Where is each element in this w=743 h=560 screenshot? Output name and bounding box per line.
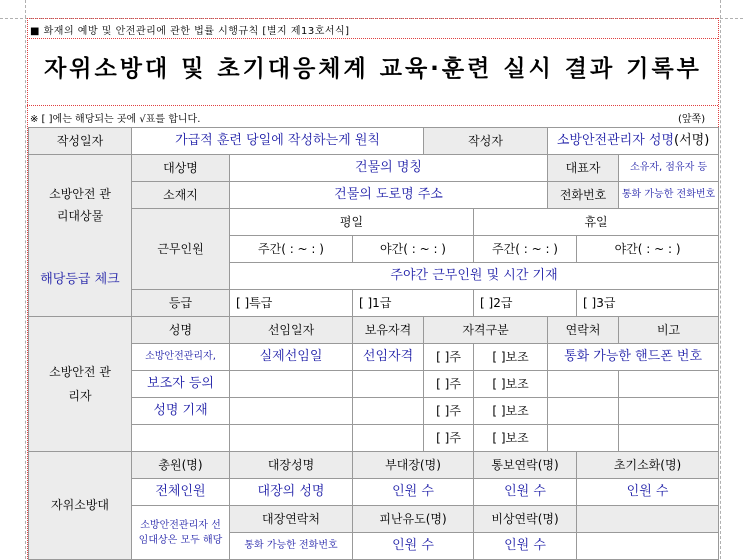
holiday-label: 휴일 <box>474 209 719 236</box>
rep-label: 대표자 <box>548 155 619 182</box>
contact-cell[interactable] <box>548 398 619 425</box>
manager-row-4 <box>29 425 719 452</box>
emer-value[interactable]: 인원 수 <box>474 533 577 560</box>
appoint-date-cell[interactable] <box>230 425 353 452</box>
col-remarks: 비고 <box>619 317 719 344</box>
grade-2-checkbox[interactable]: [ ]2급 <box>474 290 577 317</box>
sub-checkbox[interactable]: [ ]보조 <box>474 398 548 425</box>
form-reference: ■ 화재의 예방 및 안전관리에 관한 법률 시행규칙 [별지 제13호서식] <box>30 26 350 37</box>
main-checkbox[interactable]: [ ]주 <box>424 344 474 371</box>
weekday-label: 평일 <box>230 209 474 236</box>
vice-value[interactable]: 인원 수 <box>353 479 474 506</box>
main-checkbox[interactable]: [ ]주 <box>424 371 474 398</box>
sub-checkbox[interactable]: [ ]보조 <box>474 425 548 452</box>
checkbox-note: ※ [ ]에는 해당되는 곳에 √표를 합니다. <box>30 114 201 125</box>
leader-contact-value[interactable]: 통화 가능한 전화번호 <box>230 533 353 560</box>
remarks-cell[interactable] <box>619 371 719 398</box>
weekday-night-slot[interactable]: 야간( : ~ : ) <box>353 236 474 263</box>
header-row <box>29 128 719 155</box>
appoint-date-cell[interactable] <box>230 371 353 398</box>
cert-note[interactable]: 선임자격 <box>353 344 424 371</box>
sub-checkbox[interactable]: [ ]보조 <box>474 344 548 371</box>
main-checkbox[interactable]: [ ]주 <box>424 398 474 425</box>
manager-section-label <box>29 317 132 452</box>
comm-value[interactable]: 인원 수 <box>474 479 577 506</box>
comm-label: 통보연락(명) <box>474 452 577 479</box>
write-date-value[interactable]: 가급적 훈련 당일에 작성하는게 원칙 <box>132 128 424 155</box>
grade-check-note: 해당등급 체크 <box>40 272 120 288</box>
total-note: 소방안전관리자 선임대상은 모두 해당 <box>132 506 230 560</box>
manager-name-note-3[interactable]: 성명 기재 <box>132 398 230 425</box>
remarks-cell[interactable] <box>619 398 719 425</box>
note-margin-top <box>27 105 718 106</box>
blank-value-cell[interactable] <box>577 533 719 560</box>
weekday-header-row <box>29 209 719 236</box>
target-section-label <box>29 155 132 317</box>
target-name-value[interactable]: 건물의 명칭 <box>230 155 548 182</box>
target-section-text: 소방안전 관리대상물 <box>49 186 111 224</box>
brigade-header-row <box>29 452 719 479</box>
addr-label: 소재지 <box>132 182 230 209</box>
contact-cell[interactable] <box>548 371 619 398</box>
weekday-day-slot[interactable]: 주간( : ~ : ) <box>230 236 353 263</box>
manager-header-row <box>29 317 719 344</box>
manager-name-cell[interactable] <box>132 425 230 452</box>
evac-value[interactable]: 인원 수 <box>353 533 474 560</box>
total-value[interactable]: 전체인원 <box>132 479 230 506</box>
write-date-label: 작성일자 <box>29 128 132 155</box>
staff-label: 근무인원 <box>132 209 230 290</box>
header-margin-bottom <box>27 38 718 39</box>
page-guide-right <box>720 0 721 559</box>
main-checkbox[interactable]: [ ]주 <box>424 425 474 452</box>
writer-label: 작성자 <box>424 128 548 155</box>
contact-note[interactable]: 통화 가능한 핸드폰 번호 <box>548 344 719 371</box>
grade-1-checkbox[interactable]: [ ]1급 <box>353 290 474 317</box>
vice-label: 부대장(명) <box>353 452 474 479</box>
total-label: 총원(명) <box>132 452 230 479</box>
writer-sign: (서명) <box>674 132 710 148</box>
ext-value[interactable]: 인원 수 <box>577 479 719 506</box>
writer-value: 소방안전관리자 성명 <box>556 132 674 148</box>
manager-row-2 <box>29 371 719 398</box>
manager-section-text: 소방안전 관리자 <box>49 365 111 403</box>
manager-name-note-1[interactable]: 소방안전관리자, <box>132 344 230 371</box>
writer-cell[interactable] <box>548 128 719 155</box>
appoint-date-note[interactable]: 실제선임일 <box>230 344 353 371</box>
grade-row <box>29 290 719 317</box>
phone-label: 전화번호 <box>548 182 619 209</box>
manager-name-note-2[interactable]: 보조자 등의 <box>132 371 230 398</box>
ext-label: 초기소화(명) <box>577 452 719 479</box>
leader-contact-label: 대장연락처 <box>230 506 353 533</box>
remarks-cell[interactable] <box>619 425 719 452</box>
header-margin-top <box>27 18 718 19</box>
emer-label: 비상연락(명) <box>474 506 577 533</box>
contact-cell[interactable] <box>548 425 619 452</box>
brigade-section-label: 자위소방대 <box>29 452 132 560</box>
manager-row-1 <box>29 344 719 371</box>
evac-label: 피난유도(명) <box>353 506 474 533</box>
leader-value[interactable]: 대장의 성명 <box>230 479 353 506</box>
leader-label: 대장성명 <box>230 452 353 479</box>
rep-value[interactable]: 소유자, 점유자 등 <box>619 155 719 182</box>
record-table <box>28 127 719 560</box>
manager-row-3 <box>29 398 719 425</box>
cert-cell[interactable] <box>353 371 424 398</box>
col-contact: 연락처 <box>548 317 619 344</box>
cert-cell[interactable] <box>353 398 424 425</box>
blank-header-cell <box>577 506 719 533</box>
col-name: 성명 <box>132 317 230 344</box>
page-title: 자위소방대 및 초기대응체계 교육·훈련 실시 결과 기록부 <box>44 56 702 82</box>
grade-3-checkbox[interactable]: [ ]3급 <box>577 290 719 317</box>
col-cert-type: 자격구분 <box>424 317 548 344</box>
target-name-label: 대상명 <box>132 155 230 182</box>
cert-cell[interactable] <box>353 425 424 452</box>
target-name-row <box>29 155 719 182</box>
staff-note[interactable]: 주야간 근무인원 및 시간 기재 <box>230 263 719 290</box>
target-addr-row <box>29 182 719 209</box>
grade-special-checkbox[interactable]: [ ]특급 <box>230 290 353 317</box>
brigade-sub-header-row <box>29 506 719 533</box>
sub-checkbox[interactable]: [ ]보조 <box>474 371 548 398</box>
addr-value[interactable]: 건물의 도로명 주소 <box>230 182 548 209</box>
brigade-value-row <box>29 479 719 506</box>
page-guide-left <box>25 0 26 559</box>
col-appoint-date: 선임일자 <box>230 317 353 344</box>
grade-label: 등급 <box>132 290 230 317</box>
page-side-label: (앞쪽) <box>678 114 706 125</box>
holiday-night-slot[interactable]: 야간( : ~ : ) <box>577 236 719 263</box>
holiday-day-slot[interactable]: 주간( : ~ : ) <box>474 236 577 263</box>
col-cert: 보유자격 <box>353 317 424 344</box>
appoint-date-cell[interactable] <box>230 398 353 425</box>
phone-value[interactable]: 통화 가능한 전화번호 <box>619 182 719 209</box>
